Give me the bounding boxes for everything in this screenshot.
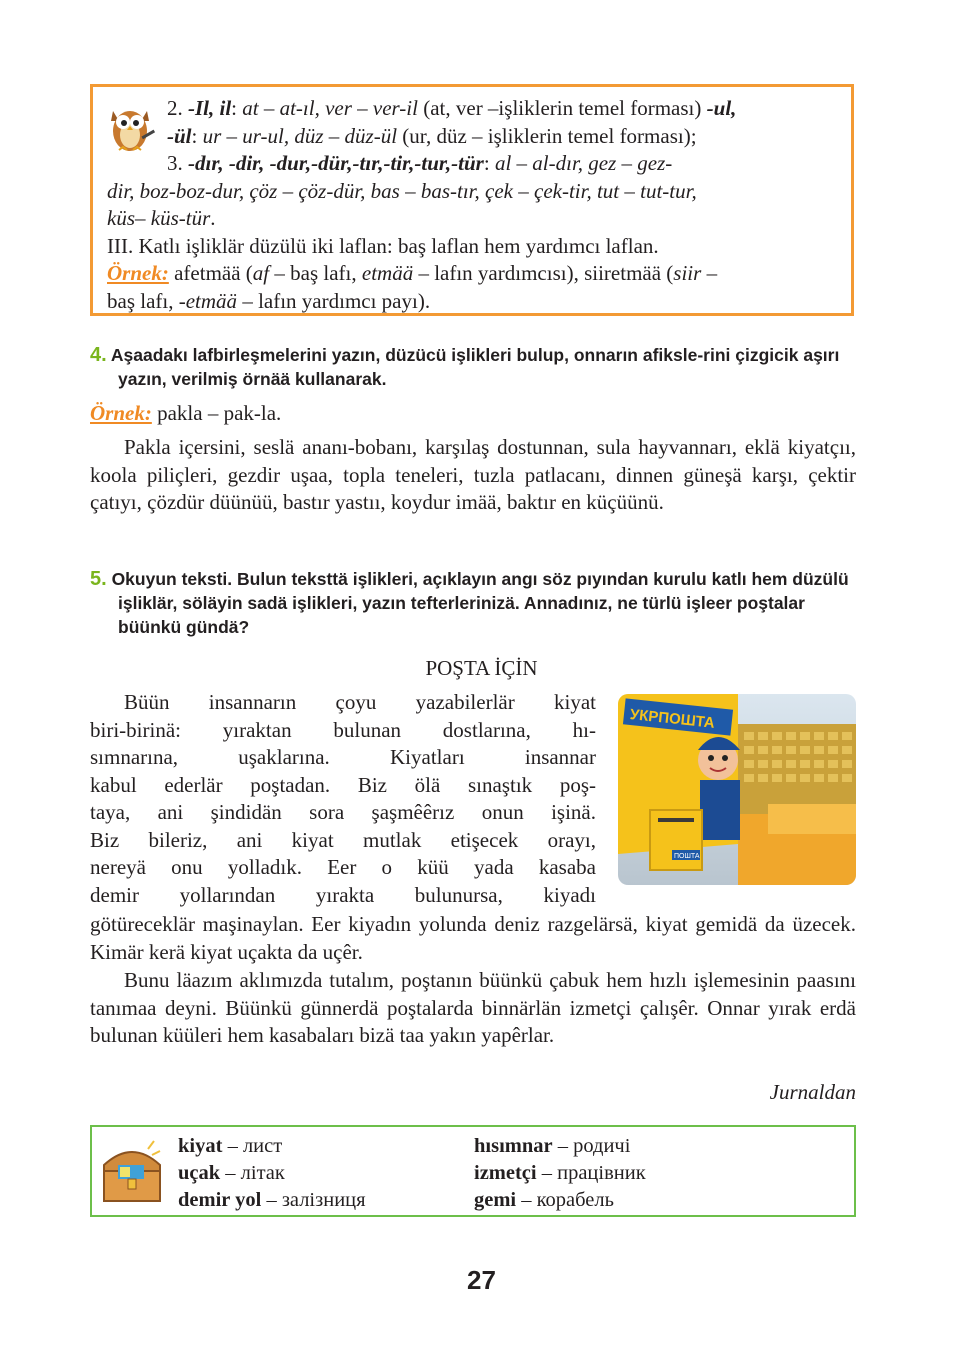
story-line: kabul ederlär poştadan. Biz ölä sınaştık poş-	[90, 772, 596, 797]
rule-box	[90, 84, 854, 316]
vocab-translation: – лист	[222, 1135, 283, 1157]
source: Jurnaldan	[769, 1080, 856, 1104]
task-text: Aşaadakı lafbirleşmelerini yazın, düzücü işlikleri bulup, onnarın afiksle-rini çizgicik aşırı yazın, verilmiş örnää kullanarak.	[110, 345, 840, 389]
task-text: Okuyun teksti. Bulun teksttä işlikleri, açıklayın angı söz pıyından kurulu katlı hem düzülü işliklär, söläyin sadä işlikleri, yazın tefterlerinizä. Annadınız, ne türlü işleer poştalar büünkü gündä?	[111, 569, 849, 637]
vocab-column-1	[178, 1133, 366, 1214]
page-number: 27	[467, 1265, 496, 1295]
task-number: 5.	[90, 568, 107, 590]
example-4: Örnek: pakla – pak-la.	[90, 401, 282, 425]
vocab-word: demir yol	[178, 1189, 262, 1211]
vocab-word: uçak	[178, 1162, 221, 1184]
story-line: taya, ani şindidän sora şaşmêêrız onun işinä.	[90, 800, 596, 824]
vocab-entry	[178, 1187, 366, 1214]
sign-text: УКРПОШТА	[629, 706, 716, 732]
vocab-entry	[474, 1187, 646, 1214]
task-number: 4.	[90, 344, 107, 366]
story-line: sımnarına, uşaklarına. Kiyatları insannar	[90, 745, 596, 769]
example-label: Örnek:	[90, 401, 152, 425]
vocab-word: izmetçi	[474, 1162, 537, 1184]
post-office-photo	[618, 694, 856, 885]
task-4	[90, 343, 860, 391]
rule-line-6: III. Katlı işliklär düzülü iki laflan: baş laflan hem yardımcı laflan.	[107, 233, 659, 258]
rule-line-1: 2. -Il, il: at – at-ıl, ver – ver-il (at, ver –işliklerin temel forması) -ul,	[167, 96, 737, 120]
vocab-translation: – залізниця	[261, 1189, 366, 1211]
rule-example-line-2: baş lafı, -etmää – lafın yardımcı payı).	[107, 288, 431, 313]
vocab-translation: – літак	[220, 1162, 285, 1184]
story-line: biri-birinä: yıraktan bulunan dostlarına, hı-	[90, 717, 596, 742]
vocab-word: kiyat	[178, 1135, 223, 1157]
story-paragraph-2: Bunu läazım aklımızda tutalım, poştanın büünkü çabuk hem hızlı işlemesinin paasını tanımaa deyni. Büünkü günnerdä poştalarda binnärlän izmetçi çalışêr. Onnar yırak erdä bulunan küüleri hem kasabaları bizä taa yakın yapêrlar.	[90, 968, 856, 1047]
vocab-column-2	[474, 1133, 646, 1214]
example-label: Örnek:	[107, 261, 169, 285]
vocabulary-box	[90, 1125, 856, 1217]
task-5	[90, 567, 860, 639]
story-line: Büün insannarın çoyu yazabilerlär kiyat	[124, 690, 596, 714]
vocab-entry	[178, 1160, 366, 1187]
rule-line-2: -ül: ur – ur-ul, düz – düz-ül (ur, düz – işliklerin temel forması);	[167, 123, 697, 148]
vocab-translation: – корабель	[516, 1189, 614, 1211]
treasure-chest-icon	[98, 1135, 166, 1207]
vocab-translation: – родичі	[552, 1135, 631, 1157]
owl-icon	[101, 97, 159, 155]
vocab-entry	[474, 1133, 646, 1160]
vocab-entry	[474, 1160, 646, 1187]
story-paragraph-1-tail: götüreceklär maşinaylan. Eer kiyadın yolunda deniz razgelärsä, kiyat gemidä da üzecek. Kimär kerä kiyat uçakta da uçêr.	[90, 912, 856, 964]
rule-line-4: dir, boz-boz-dur, çöz – çöz-dür, bas – bas-tır, çek – çek-tir, tut – tut-tur,	[107, 178, 697, 203]
story-line: Biz bileriz, ani kiyat mutlak etişecek orayı,	[90, 827, 596, 852]
rule-example-line-1: Örnek: afetmää (af – baş lafı, etmää – lafın yardımcısı), siiretmää (siir –	[107, 261, 718, 285]
vocab-entry	[178, 1133, 366, 1160]
rule-line-5: küs– küs-tür.	[107, 206, 216, 230]
story-paragraph-1	[90, 689, 596, 909]
vocab-word: gemi	[474, 1189, 517, 1211]
box-label: ПОШТА	[674, 853, 700, 860]
rule-line-3: 3. -dır, -dir, -dur,-dür,-tır,-tir,-tur,-tür: al – al-dır, gez – gez-	[167, 151, 673, 175]
story-line: nereyä onu yolladık. Eer o küü yada kasaba	[90, 855, 596, 879]
vocab-word: hısımnar	[474, 1135, 553, 1157]
story-line: demir yollarından yırakta bulunursa, kiyadı	[90, 882, 596, 907]
vocab-translation: – працівник	[536, 1162, 646, 1184]
story-title: POŞTA İÇİN	[425, 656, 538, 680]
exercise-paragraph: Pakla içersini, seslä ananı-bobanı, karşılaş dostunnan, sula hayvannarı, eklä kiyatçıı, koola piliçleri, gezdir uşaa, topla teneleri, tuzla patlacanı, dinnen güneşä karşı, çektir çatıyı, çözdür düünüü, bastır yastıı, koydur imää, baktır en küçüünü.	[90, 435, 856, 514]
